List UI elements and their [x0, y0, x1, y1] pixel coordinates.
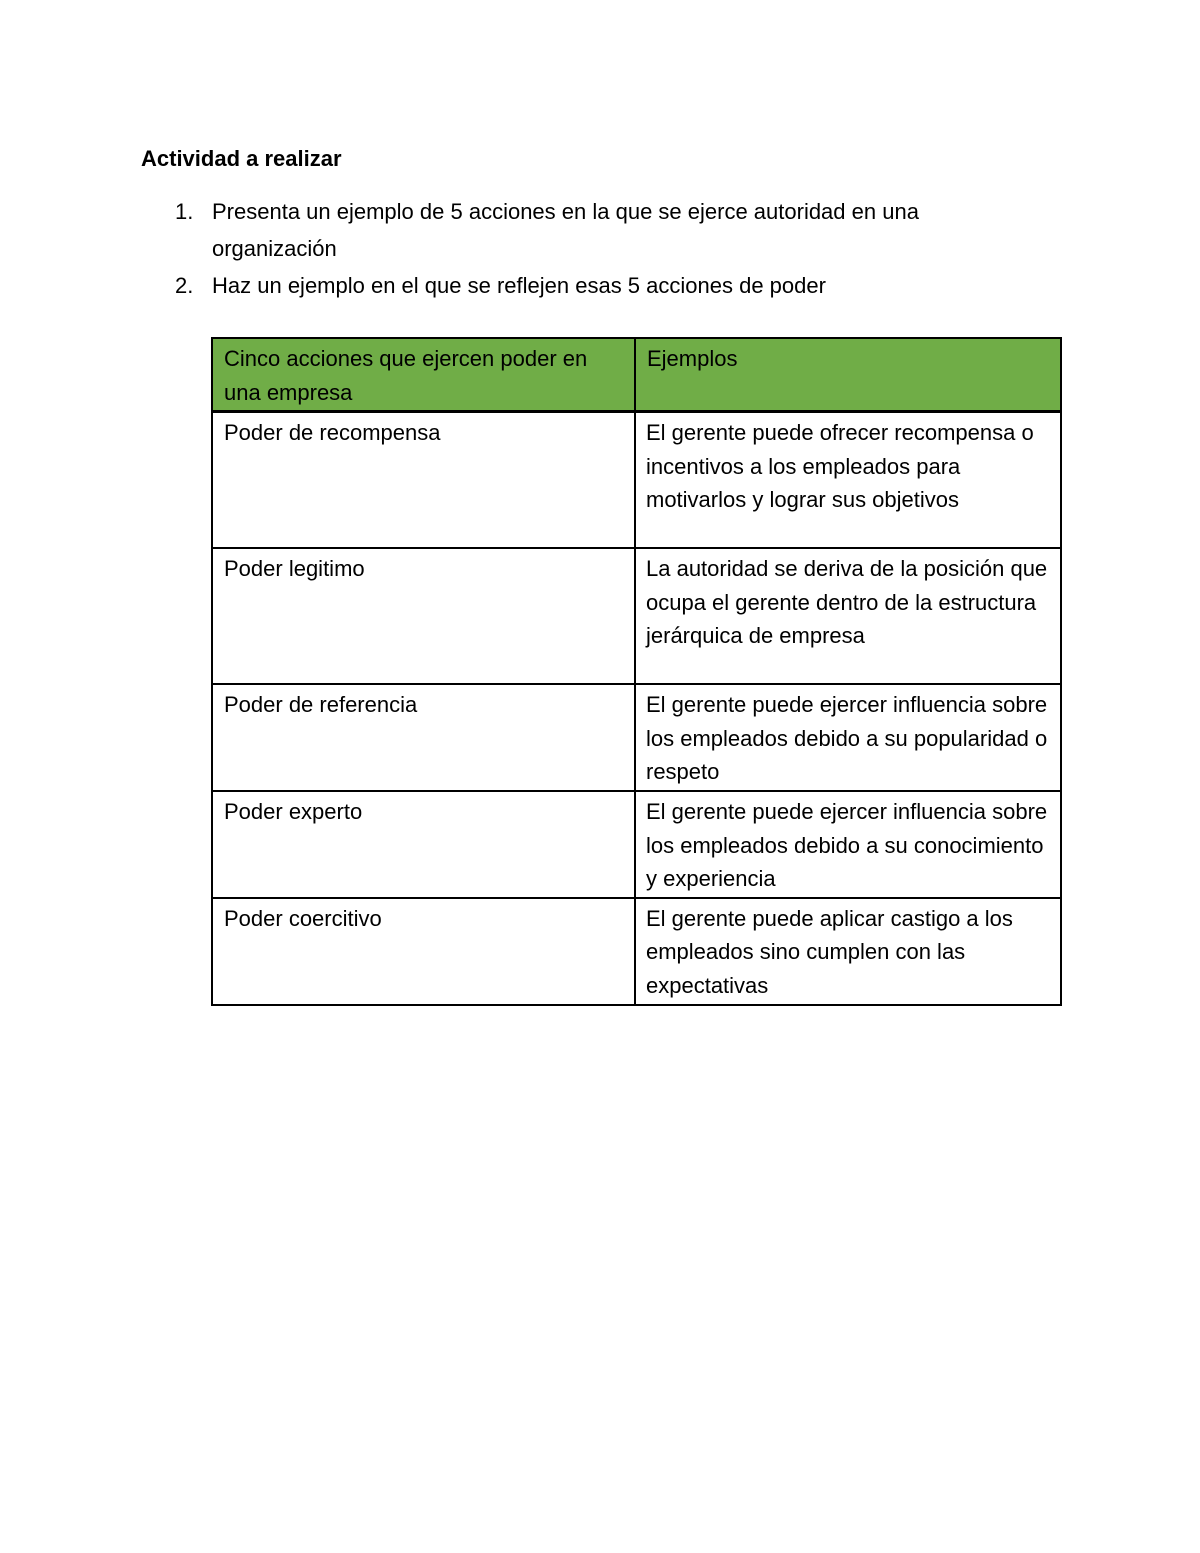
table-cell-ejemplo: El gerente puede ofrecer recompensa o incentivos a los empleados para motivarlos y lograr sus objetivos [635, 412, 1061, 549]
list-item-number: 1. [175, 199, 194, 224]
column-header-ejemplos: Ejemplos [635, 338, 1061, 412]
table-row [212, 791, 1061, 898]
table-row [212, 898, 1061, 1005]
page-heading: Actividad a realizar [141, 146, 342, 171]
table-cell-accion: Poder legitimo [212, 548, 635, 684]
power-actions-table [211, 337, 1062, 1006]
column-header-acciones: Cinco acciones que ejercen poder en una empresa [212, 338, 635, 412]
table-header-row [212, 338, 1061, 412]
list-item [0, 267, 1200, 304]
table-cell-accion: Poder de referencia [212, 684, 635, 791]
list-item-text: Presenta un ejemplo de 5 acciones en la que se ejerce autoridad en una organización [212, 199, 919, 261]
table-cell-ejemplo: El gerente puede ejercer influencia sobre los empleados debido a su conocimiento y experiencia [635, 791, 1061, 898]
list-item [0, 193, 1200, 267]
table-cell-ejemplo: El gerente puede ejercer influencia sobre los empleados debido a su popularidad o respeto [635, 684, 1061, 791]
table-row [212, 412, 1061, 549]
table-cell-accion: Poder experto [212, 791, 635, 898]
table-cell-accion: Poder de recompensa [212, 412, 635, 549]
table-cell-ejemplo: La autoridad se deriva de la posición que ocupa el gerente dentro de la estructura jerárquica de empresa [635, 548, 1061, 684]
table-row [212, 684, 1061, 791]
table-row [212, 548, 1061, 684]
table-cell-accion: Poder coercitivo [212, 898, 635, 1005]
task-list [0, 193, 1200, 304]
list-item-text: Haz un ejemplo en el que se reflejen esas 5 acciones de poder [212, 273, 826, 298]
list-item-number: 2. [175, 273, 194, 298]
table-cell-ejemplo: El gerente puede aplicar castigo a los empleados sino cumplen con las expectativas [635, 898, 1061, 1005]
